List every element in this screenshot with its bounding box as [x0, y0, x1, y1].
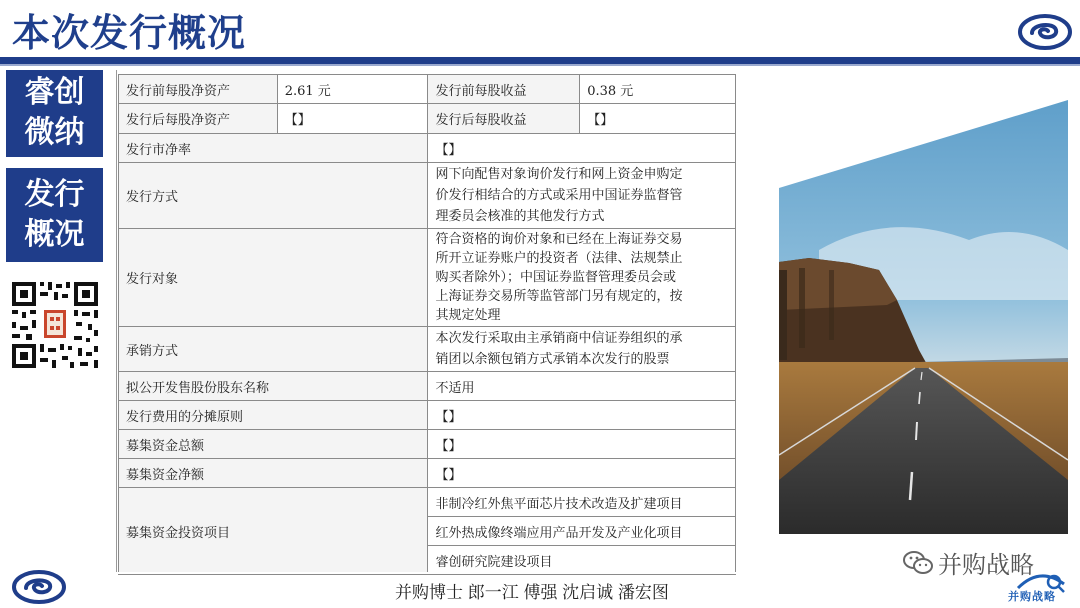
- row-value-line: 其规定处理: [435, 308, 501, 323]
- page-title: 本次发行概况: [12, 11, 247, 55]
- row-value-line: 购买者除外）；中国证券监督管理委员会或: [435, 270, 676, 285]
- table-row: [119, 327, 736, 372]
- swirl-logo-icon: [1018, 14, 1072, 50]
- wechat-label: 并购战略: [938, 551, 1034, 579]
- side-block-section-line2: 概况: [24, 217, 85, 252]
- row-value-line: 上海证券交易所等监管部门另有规定的，按: [435, 289, 683, 304]
- brand-label: 并购战略: [1008, 590, 1056, 603]
- row-label: 募集资金净额: [119, 459, 428, 488]
- project-item: 红外热成像终端应用产品开发及产业化项目: [428, 517, 736, 546]
- table-row: [119, 488, 736, 517]
- row-label: 发行前每股净资产: [119, 75, 278, 104]
- side-block-company-line2: 微纳: [24, 115, 85, 150]
- row-label: 发行方式: [119, 163, 428, 229]
- row-value: 【】: [580, 104, 736, 134]
- row-label: 承销方式: [119, 327, 428, 372]
- table-row: [119, 163, 736, 229]
- row-value: 【】: [428, 401, 736, 430]
- table-row: [119, 372, 736, 401]
- row-value: 0.38 元: [580, 75, 736, 104]
- row-value: 【】: [428, 459, 736, 488]
- table-bottom-crop: [116, 572, 739, 574]
- row-label: 拟公开发售股份股东名称: [119, 372, 428, 401]
- header-rule: [0, 57, 1080, 64]
- project-item: 睿创研究院建设项目: [428, 546, 736, 575]
- row-label: 募集资金总额: [119, 430, 428, 459]
- side-block-company: [6, 70, 103, 157]
- row-value: 【】: [428, 430, 736, 459]
- row-value: 不适用: [428, 372, 736, 401]
- table-row: [119, 229, 736, 327]
- row-label: 发行费用的分摊原则: [119, 401, 428, 430]
- row-value: [428, 229, 736, 327]
- row-label: 募集资金投资项目: [119, 488, 428, 575]
- row-label: 发行前每股收益: [428, 75, 580, 104]
- row-value: [428, 163, 736, 229]
- row-value-line: 价发行相结合的方式或采用中国证券监督管: [435, 188, 683, 203]
- row-value-line: 销团以余额包销方式承销本次发行的股票: [435, 352, 670, 367]
- side-block-section-line1: 发行: [24, 177, 85, 212]
- row-value: [428, 327, 736, 372]
- side-block-company-line1: 睿创: [24, 75, 85, 110]
- row-label: 发行对象: [119, 229, 428, 327]
- table-row: [119, 104, 736, 134]
- footer-credit: 并购博士 郎一江 傅强 沈启诚 潘宏图: [395, 583, 669, 602]
- header-rule-thin: [0, 64, 1080, 66]
- row-value-line: 所开立证券账户的投资者（法律、法规禁止: [435, 251, 683, 266]
- table-row: [119, 134, 736, 163]
- table-row: [119, 430, 736, 459]
- table-row: [119, 75, 736, 104]
- issuance-table: [118, 74, 736, 575]
- swirl-logo-icon: [12, 570, 66, 604]
- road-photo: [779, 100, 1068, 534]
- row-value-line: 本次发行采取由主承销商中信证券组织的承: [435, 331, 683, 346]
- qr-code-icon: [10, 280, 100, 370]
- row-label: 发行后每股收益: [428, 104, 580, 134]
- table-row: [119, 401, 736, 430]
- project-item: 非制冷红外焦平面芯片技术改造及扩建项目: [428, 488, 736, 517]
- row-label: 发行市净率: [119, 134, 428, 163]
- row-label: 发行后每股净资产: [119, 104, 278, 134]
- table-row: [119, 459, 736, 488]
- row-value-line: 符合资格的询价对象和已经在上海证券交易: [435, 232, 683, 247]
- row-value: 【】: [428, 134, 736, 163]
- wechat-icon: [902, 549, 934, 577]
- row-value: 【】: [277, 104, 428, 134]
- row-value-line: 网下向配售对象询价发行和网上资金申购定: [435, 167, 683, 182]
- row-value: 2.61 元: [277, 75, 428, 104]
- row-value-line: 理委员会核准的其他发行方式: [435, 209, 605, 224]
- side-block-section: [6, 168, 103, 262]
